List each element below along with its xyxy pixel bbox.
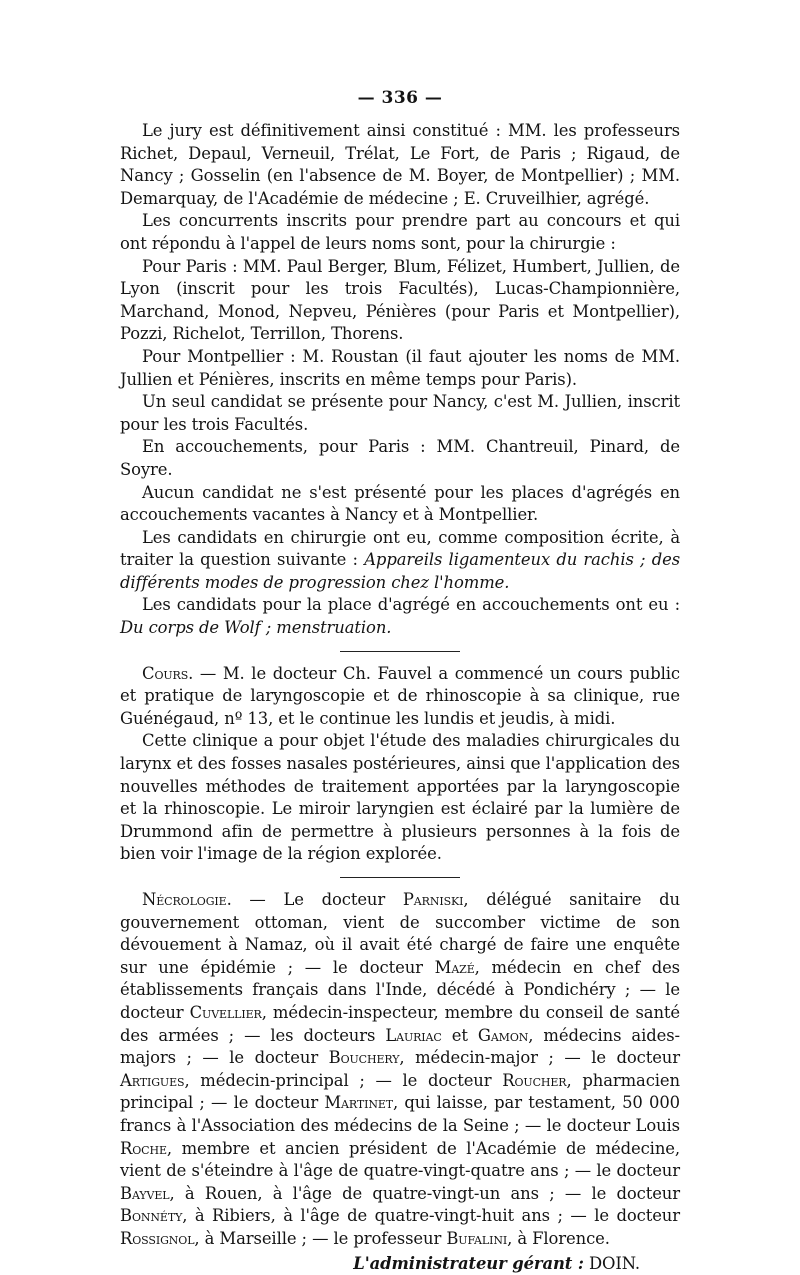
signature-label: L'administrateur gérant : xyxy=(353,1254,584,1273)
necrologie-text: , membre et ancien président de l'Académie de médecine, vient de s'éteindre à l'âge de quatre-vingt-quatre ans ; — le docteur xyxy=(120,1139,680,1181)
deceased-name: Martinet xyxy=(324,1093,393,1112)
candidates-montpellier: Pour Montpellier : M. Roustan (il faut ajouter les noms de MM. Jullien et Pénières, inscrits en même temps pour Paris). xyxy=(120,346,680,391)
deceased-name: Gamon xyxy=(478,1026,528,1045)
necrologie-text: , médecin-inspecteur, membre du conseil de santé des armées ; — les docteurs xyxy=(120,1003,680,1045)
deceased-name: Bayvel xyxy=(120,1184,169,1203)
section-divider xyxy=(340,877,460,878)
cours-paragraph xyxy=(120,663,680,731)
deceased-name: Artigues xyxy=(120,1071,184,1090)
deceased-name: Cuvellier xyxy=(190,1003,262,1022)
deceased-name: Roche xyxy=(120,1139,167,1158)
deceased-name: Lauriac xyxy=(385,1026,441,1045)
necrologie-text: et xyxy=(442,1026,478,1045)
candidates-accouchements: En accouchements, pour Paris : MM. Chantreuil, Pinard, de Soyre. xyxy=(120,436,680,481)
cours-text: — M. le docteur Ch. Fauvel a commencé un cours public et pratique de laryngoscopie et de rhinoscopie à sa clinique, rue Guénégaud, nº 13, et le continue les lundis et jeudis, à midi. xyxy=(120,664,680,728)
obstetrics-question-topic: Du corps de Wolf ; menstruation. xyxy=(120,618,391,637)
deceased-name: Rossignol xyxy=(120,1229,194,1248)
necrologie-text: , délégué sanitaire du gouvernement ottoman, vient de succomber victime de son dévouement à Namaz, où il avait été chargé de faire une enquête sur une épidémie ; — le docteur xyxy=(120,890,680,977)
obstetrics-question xyxy=(120,594,680,639)
necrologie-text: , à Ribiers, à l'âge de quatre-vingt-huit ans ; — le docteur xyxy=(182,1206,680,1225)
necrologie-text: , qui laisse, par testament, 50 000 francs à l'Association des médecins de la Seine ; — le docteur Louis xyxy=(120,1093,680,1135)
necrologie-label: Nécrologie. xyxy=(142,890,232,909)
necrologie-text: , médecins aides-majors ; — le docteur xyxy=(120,1026,680,1068)
necrologie-text: , à Rouen, à l'âge de quatre-vingt-un ans ; — le docteur xyxy=(169,1184,680,1203)
page-number: — 336 — xyxy=(0,88,800,108)
page-body xyxy=(120,86,680,1275)
candidates-paris: Pour Paris : MM. Paul Berger, Blum, Félizet, Humbert, Jullien, de Lyon (inscrit pour les trois Facultés), Lucas-Championnière, Marchand, Monod, Nepveu, Pénières (pour Paris et Montpellier), Pozzi, Richelot, Terrillon, Thorens. xyxy=(120,256,680,346)
necrologie-text: , médecin en chef des établissements français dans l'Inde, décédé à Pondichéry ; — le docteur xyxy=(120,958,680,1022)
deceased-name: Bufalini xyxy=(446,1229,507,1248)
signature-name: DOIN. xyxy=(584,1254,640,1273)
section-divider xyxy=(340,651,460,652)
clinic-paragraph: Cette clinique a pour objet l'étude des maladies chirurgicales du larynx et des fosses nasales postérieures, ainsi que l'application des nouvelles méthodes de traitement apportées par la laryngoscopie et la rhinoscopie. Le miroir laryngien est éclairé par la lumière de Drummond afin de permettre à plusieurs personnes à la fois de bien voir l'image de la région explorée. xyxy=(120,730,680,866)
signature xyxy=(120,1253,680,1275)
jury-paragraph: Le jury est définitivement ainsi constitué : MM. les professeurs Richet, Depaul, Verneuil, Trélat, Le Fort, de Paris ; Rigaud, de Nancy ; Gosselin (en l'absence de M. Boyer, de Montpellier) ; MM. Demarquay, de l'Académie de médecine ; E. Cruveilhier, agrégé. xyxy=(120,120,680,210)
necrologie-text: , à Marseille ; — le professeur xyxy=(194,1229,446,1248)
necrologie-paragraph xyxy=(120,889,680,1251)
cours-label: Cours. xyxy=(142,664,193,683)
necrologie-text: , médecin-principal ; — le docteur xyxy=(184,1071,502,1090)
necrologie-text: , pharmacien principal ; — le docteur xyxy=(120,1071,680,1113)
obstetrics-question-text: Les candidats pour la place d'agrégé en accouchements ont eu : xyxy=(142,595,680,614)
surgery-question-topic: Appareils ligamenteux du rachis ; des différents modes de progression chez l'homme. xyxy=(120,550,680,592)
no-candidate-note: Aucun candidat ne s'est présenté pour les places d'agrégés en accouchements vacantes à Nancy et à Montpellier. xyxy=(120,482,680,527)
candidates-nancy: Un seul candidat se présente pour Nancy, c'est M. Jullien, inscrit pour les trois Facultés. xyxy=(120,391,680,436)
necrologie-text: , à Florence. xyxy=(507,1229,610,1248)
deceased-name: Mazé xyxy=(435,958,475,977)
necrologie-text: , médecin-major ; — le docteur xyxy=(399,1048,680,1067)
deceased-name: Roucher xyxy=(502,1071,566,1090)
candidates-intro: Les concurrents inscrits pour prendre part au concours et qui ont répondu à l'appel de leurs noms sont, pour la chirurgie : xyxy=(120,210,680,255)
necrologie-text: — Le docteur xyxy=(232,890,403,909)
surgery-question xyxy=(120,527,680,595)
surgery-question-text: Les candidats en chirurgie ont eu, comme composition écrite, à traiter la question suivante : xyxy=(120,528,680,570)
deceased-name: Parniski xyxy=(403,890,464,909)
deceased-name: Bonnéty xyxy=(120,1206,182,1225)
deceased-name: Bouchery xyxy=(329,1048,400,1067)
